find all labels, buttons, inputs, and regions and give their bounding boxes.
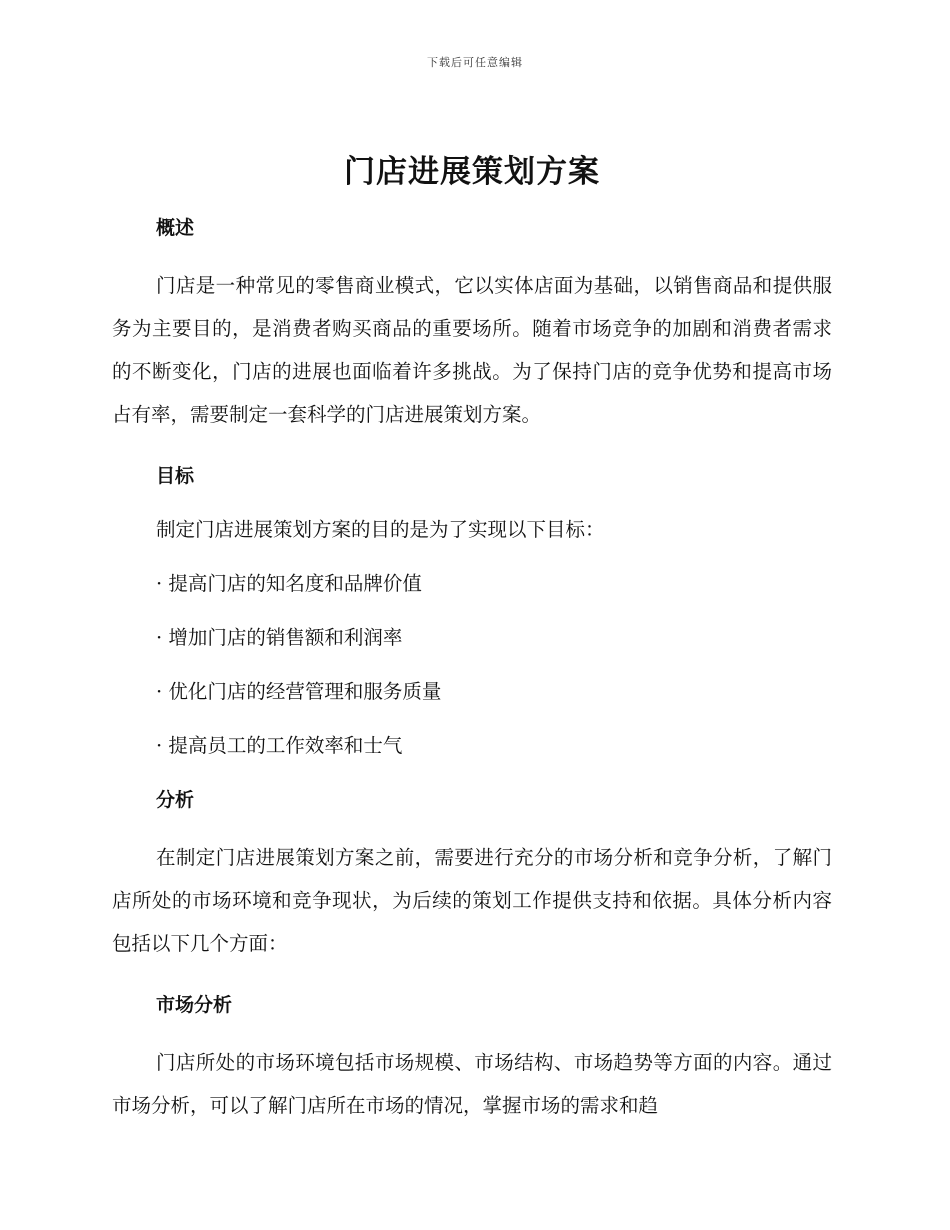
- document-title: 门店进展策划方案: [344, 154, 600, 190]
- goal-item: · 提高门店的知名度和品牌价值: [156, 572, 422, 595]
- section-heading-goals: 目标: [156, 465, 195, 487]
- section-heading-analysis: 分析: [156, 789, 195, 811]
- analysis-paragraph: 在制定门店进展策划方案之前，需要进行充分的市场分析和竞争分析，了解门店所处的市场环境和竞争现状，为后续的策划工作提供支持和依据。具体分析内容包括以下几个方面：: [112, 846, 832, 955]
- goal-item: · 优化门店的经营管理和服务质量: [156, 680, 442, 703]
- overview-paragraph: 门店是一种常见的零售商业模式，它以实体店面为基础，以销售商品和提供服务为主要目的，是消费者购买商品的重要场所。随着市场竞争的加剧和消费者需求的不断变化，门店的进展也面临着许多挑战。为了保持门店的竞争优势和提高市场占有率，需要制定一套科学的门店进展策划方案。: [112, 274, 832, 426]
- goal-item: · 增加门店的销售额和利润率: [156, 626, 403, 649]
- section-heading-overview: 概述: [156, 217, 195, 239]
- goal-item: · 提高员工的工作效率和士气: [156, 734, 403, 757]
- goals-intro: 制定门店进展策划方案的目的是为了实现以下目标：: [156, 518, 605, 541]
- page-header-note: 下载后可任意编辑: [427, 56, 523, 69]
- section-heading-market-analysis: 市场分析: [156, 994, 233, 1016]
- market-analysis-paragraph: 门店所处的市场环境包括市场规模、市场结构、市场趋势等方面的内容。通过市场分析，可以了解门店所在市场的情况，掌握市场的需求和趋: [112, 1051, 832, 1117]
- document-body: [112, 150, 832, 1127]
